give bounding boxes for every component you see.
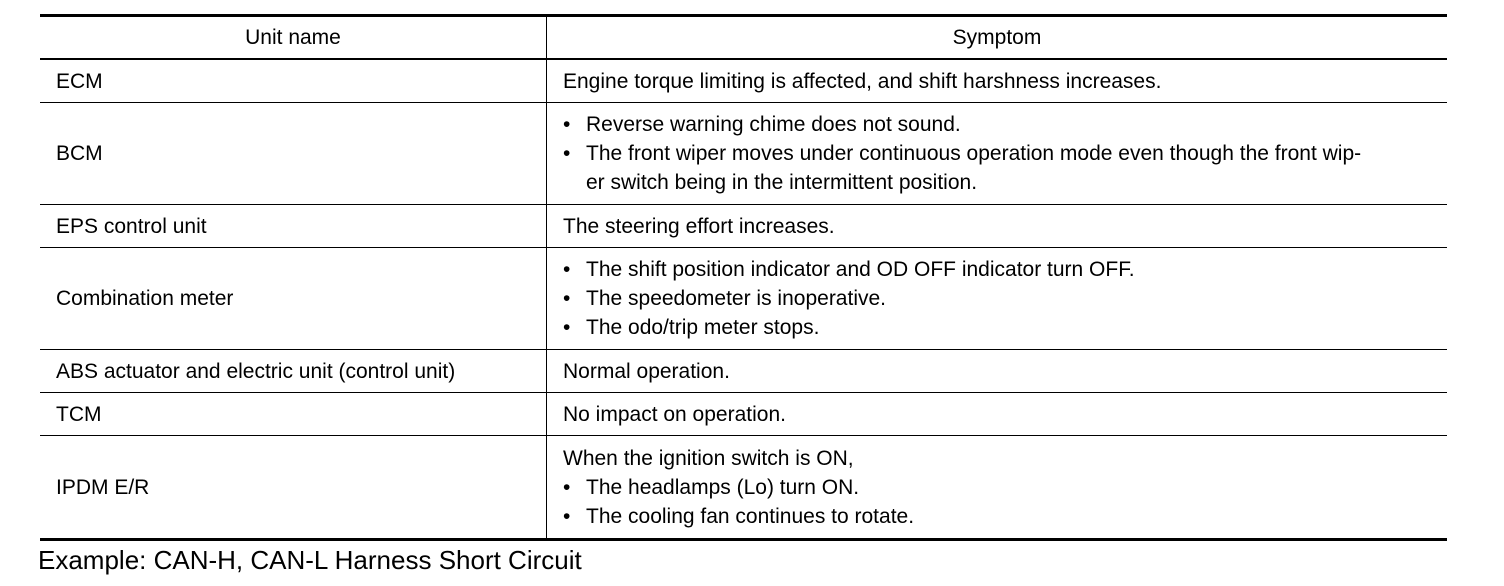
symptom-cell [547, 393, 1447, 435]
table-row [40, 205, 1447, 248]
table-row [40, 436, 1447, 538]
symptom-bullet-line [563, 255, 1439, 284]
symptom-cell [547, 103, 1447, 204]
symptom-bullet-line [563, 139, 1439, 168]
symptom-cell [547, 60, 1447, 102]
symptom-bullet-text: The odo/trip meter stops. [586, 316, 820, 339]
symptom-cell [547, 436, 1447, 538]
symptom-text: The steering effort increases. [563, 214, 835, 238]
symptom-bullet-line [563, 313, 1439, 342]
symptom-bullet-text: er switch being in the intermittent position. [586, 171, 978, 194]
bullet-icon: • [563, 258, 571, 281]
symptom-cell [547, 248, 1447, 349]
symptom-text: When the ignition switch is ON, [563, 446, 854, 470]
symptom-bullet-line [563, 110, 1439, 139]
symptom-bullet-text: The speedometer is inoperative. [586, 287, 886, 310]
symptom-bullet-line [563, 502, 1439, 531]
bullet-icon [563, 168, 586, 197]
header-unit-name: Unit name [40, 17, 547, 58]
bullet-icon: • [563, 316, 571, 339]
bullet-icon: • [563, 142, 571, 165]
table-row [40, 60, 1447, 103]
symptom-cell [547, 205, 1447, 247]
symptom-bullet-text: The cooling fan continues to rotate. [586, 504, 915, 528]
table-row [40, 248, 1447, 350]
symptom-bullet-line [563, 168, 1439, 197]
table-row [40, 350, 1447, 393]
symptom-text: No impact on operation. [563, 402, 786, 426]
table-row [40, 103, 1447, 205]
symptom-bullet-line [563, 473, 1439, 502]
unit-name-cell: TCM [40, 393, 547, 435]
unit-name-cell: Combination meter [40, 248, 547, 349]
bullet-icon: • [563, 504, 571, 528]
table-header-row [40, 17, 1447, 60]
table-body [40, 60, 1447, 538]
table-row [40, 393, 1447, 436]
unit-name-cell: ECM [40, 60, 547, 102]
symptom-text: Engine torque limiting is affected, and shift harshness increases. [563, 69, 1162, 93]
unit-name-cell: BCM [40, 103, 547, 204]
bullet-icon: • [563, 287, 571, 310]
bullet-icon: • [563, 475, 571, 499]
symptom-text: Normal operation. [563, 359, 730, 383]
unit-name-cell: ABS actuator and electric unit (control unit) [40, 350, 547, 392]
unit-name-cell: EPS control unit [40, 205, 547, 247]
symptom-bullet-text: Reverse warning chime does not sound. [586, 113, 961, 136]
section-caption: Example: CAN-H, CAN-L Harness Short Circuit [38, 545, 582, 575]
symptom-bullet-text: The headlamps (Lo) turn ON. [586, 475, 860, 499]
header-symptom: Symptom [952, 26, 1042, 49]
bullet-icon: • [563, 113, 571, 136]
symptom-table [40, 14, 1447, 541]
symptom-cell [547, 350, 1447, 392]
symptom-bullet-line [563, 284, 1439, 313]
symptom-bullet-text: The shift position indicator and OD OFF indicator turn OFF. [586, 258, 1135, 281]
unit-name-cell: IPDM E/R [40, 436, 547, 538]
symptom-bullet-text: The front wiper moves under continuous operation mode even though the front wip- [586, 142, 1362, 165]
